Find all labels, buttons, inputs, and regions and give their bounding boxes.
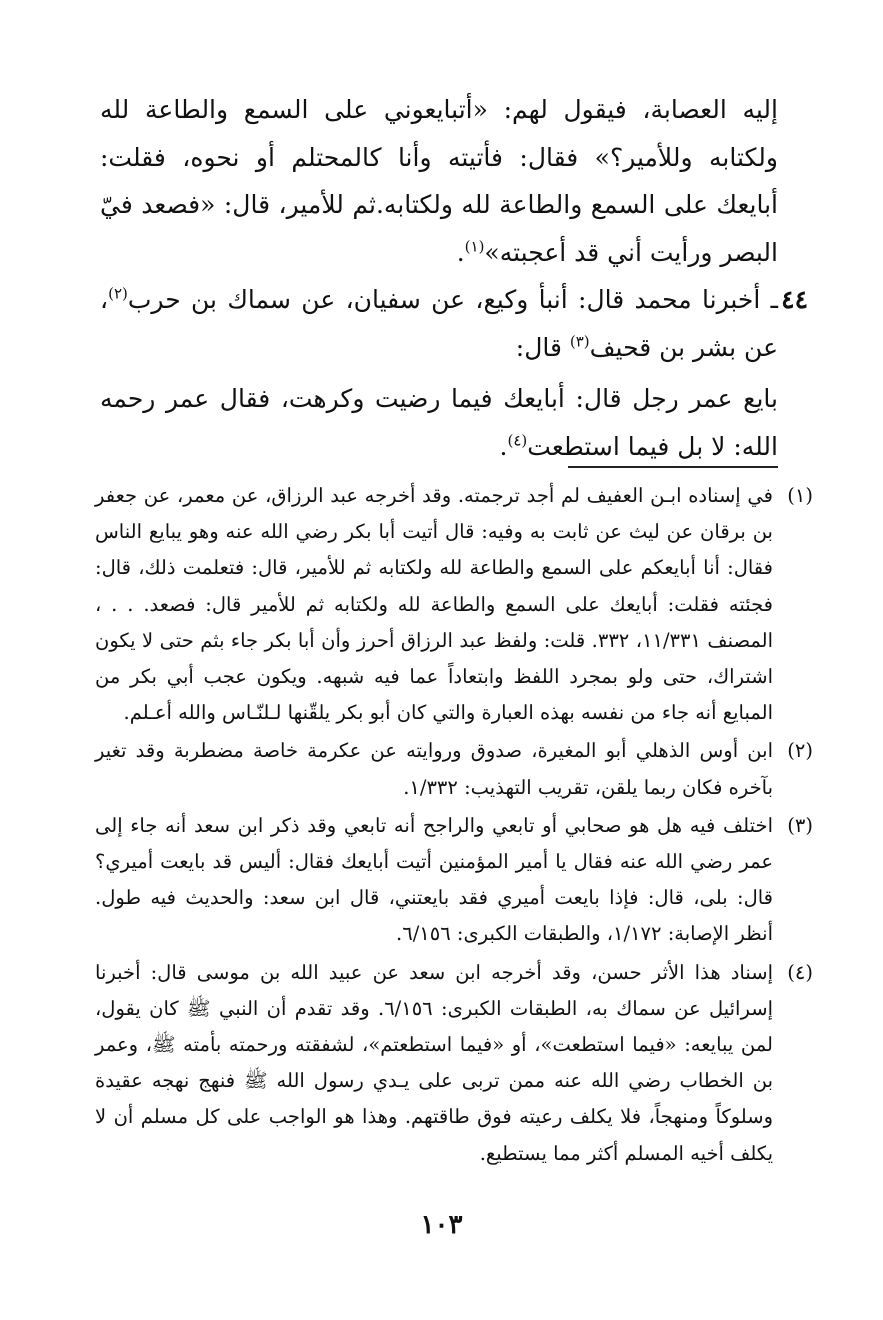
footnote-ref-1: (١) [464,237,485,256]
footnote-number: (٢) [787,739,813,763]
footnotes [95,478,813,1174]
footnote-4 [95,955,813,1172]
footnote-text: في إسناده ابـن العفيف لم أجد ترجمته. وقد أخرجه عبد الرزاق، عن معمر، عن جعفر بن برقان عن ليث عن ثابت به وفيه: قال أتيت أبا بكر رضي الله عنه وهو يبايع الناس فقال: أنا أبايعكم على السمع والطاعة لله ولكتابه ثم للأمير، قال: فتعلمت ذلك، قال: فجئته فقلت: أبايعك على السمع والطاعة لله ولكتابه ثم للأمير قال: فصعد. . . ، المصنف ١١/٣٣١، ٣٣٢. قلت: ولفظ عبد الرزاق أحرز وأن أبا بكر جاء بثم حتى لا يكون اشتراك، حتى ولو بمجرد اللفظ وابتعاداً عما فيه شبهه. ويكون عجب أبي بكر من المبايع أنه جاء من نفسه بهذه العبارة والتي كان أبو بكر يلقّنها لـلنّـاس والله أعـلم. [95,484,774,725]
footnote-2 [95,733,813,805]
footnote-text: إسناد هذا الأثر حسن، وقد أخرجه ابن سعد عن عبيد الله بن موسى قال: أخبرنا إسرائيل عن سماك به، الطبقات الكبرى: ٦/١٥٦. وقد تقدم أن النبي ﷺ كان يقول، لمن يبايعه: «فيما استطعت»، أو «فيما استطعتم»، لشفقته ورحمته بأمته ﷺ، وعمر بن الخطاب رضي الله عنه ممن تربى على يـدي رسول الله ﷺ فنهج نهجه عقيدة وسلوكاً ومنهجاً، فلا يكلف رعيته فوق طاقتهم. وهذا هو الواجب على كل مسلم أن لا يكلف أخيه المسلم أكثر مما يستطيع. [95,960,774,1165]
paragraph-1: إليه العصابة، فيقول لهم: «أتبايعوني على السمع والطاعة لله ولكتابه وللأمير؟» فقال: فأتيته وأنا كالمحتلم أو نحوه، فقلت: أبايعك على السمع والطاعة لله ولكتابه.ثم للأمير، قال: «فصعد فيّ البصر ورأيت أني قد أعجبته»$^{(١)}$. [100,95,778,267]
hadith-quote: بايع عمر رجل قال: أبايعك فيما رضيت وكرهت، فقال عمر رحمه الله: لا بل فيما استطعت$^{(٤)}$. [100,384,778,461]
hadith-number: ٤٤ [781,285,808,314]
page-number: ١٠٣ [420,1210,463,1240]
footnote-3 [95,808,813,953]
footnote-ref-3: (٣) [569,332,590,351]
footnote-number: (٣) [787,813,813,837]
footnote-divider [568,466,778,468]
hadith-44: ٤٤ ـ أخبرنا محمد قال: أنبأ وكيع، عن سفيان، عن سماك بن حرب$^{(٢)}$، عن بشر بن قحيف$^{(٣)}$ قال: [100,276,778,371]
main-text [100,86,808,470]
footnote-number: (١) [787,484,813,507]
footnote-ref-4: (٤) [507,431,528,450]
footnote-text: اختلف فيه هل هو صحابي أو تابعي والراجح أنه تابعي وقد ذكر ابن سعد أنه جاء إلى عمر رضي الله عنه فقال يا أمير المؤمنين أتيت أبايعك فقال: أليس قد بايعت أميري؟ قال: بلى، قال: فإذا بايعت أميري فقد بايعتني، قال ابن سعد: والحديث فيه طول. أنظر الإصابة: ١/١٧٢، والطبقات الكبرى: ٦/١٥٦. [95,813,773,946]
footnote-ref-2: (٢) [108,284,128,303]
footnote-text: ابن أوس الذهلي أبو المغيرة، صدوق وروايته عن عكرمة خاصة مضطربة وقد تغير بآخره فكان ربما يلقن، تقريب التهذيب: ١/٣٣٢. [95,739,773,799]
footnote-1 [95,478,813,731]
footnote-number: (٤) [787,960,813,984]
